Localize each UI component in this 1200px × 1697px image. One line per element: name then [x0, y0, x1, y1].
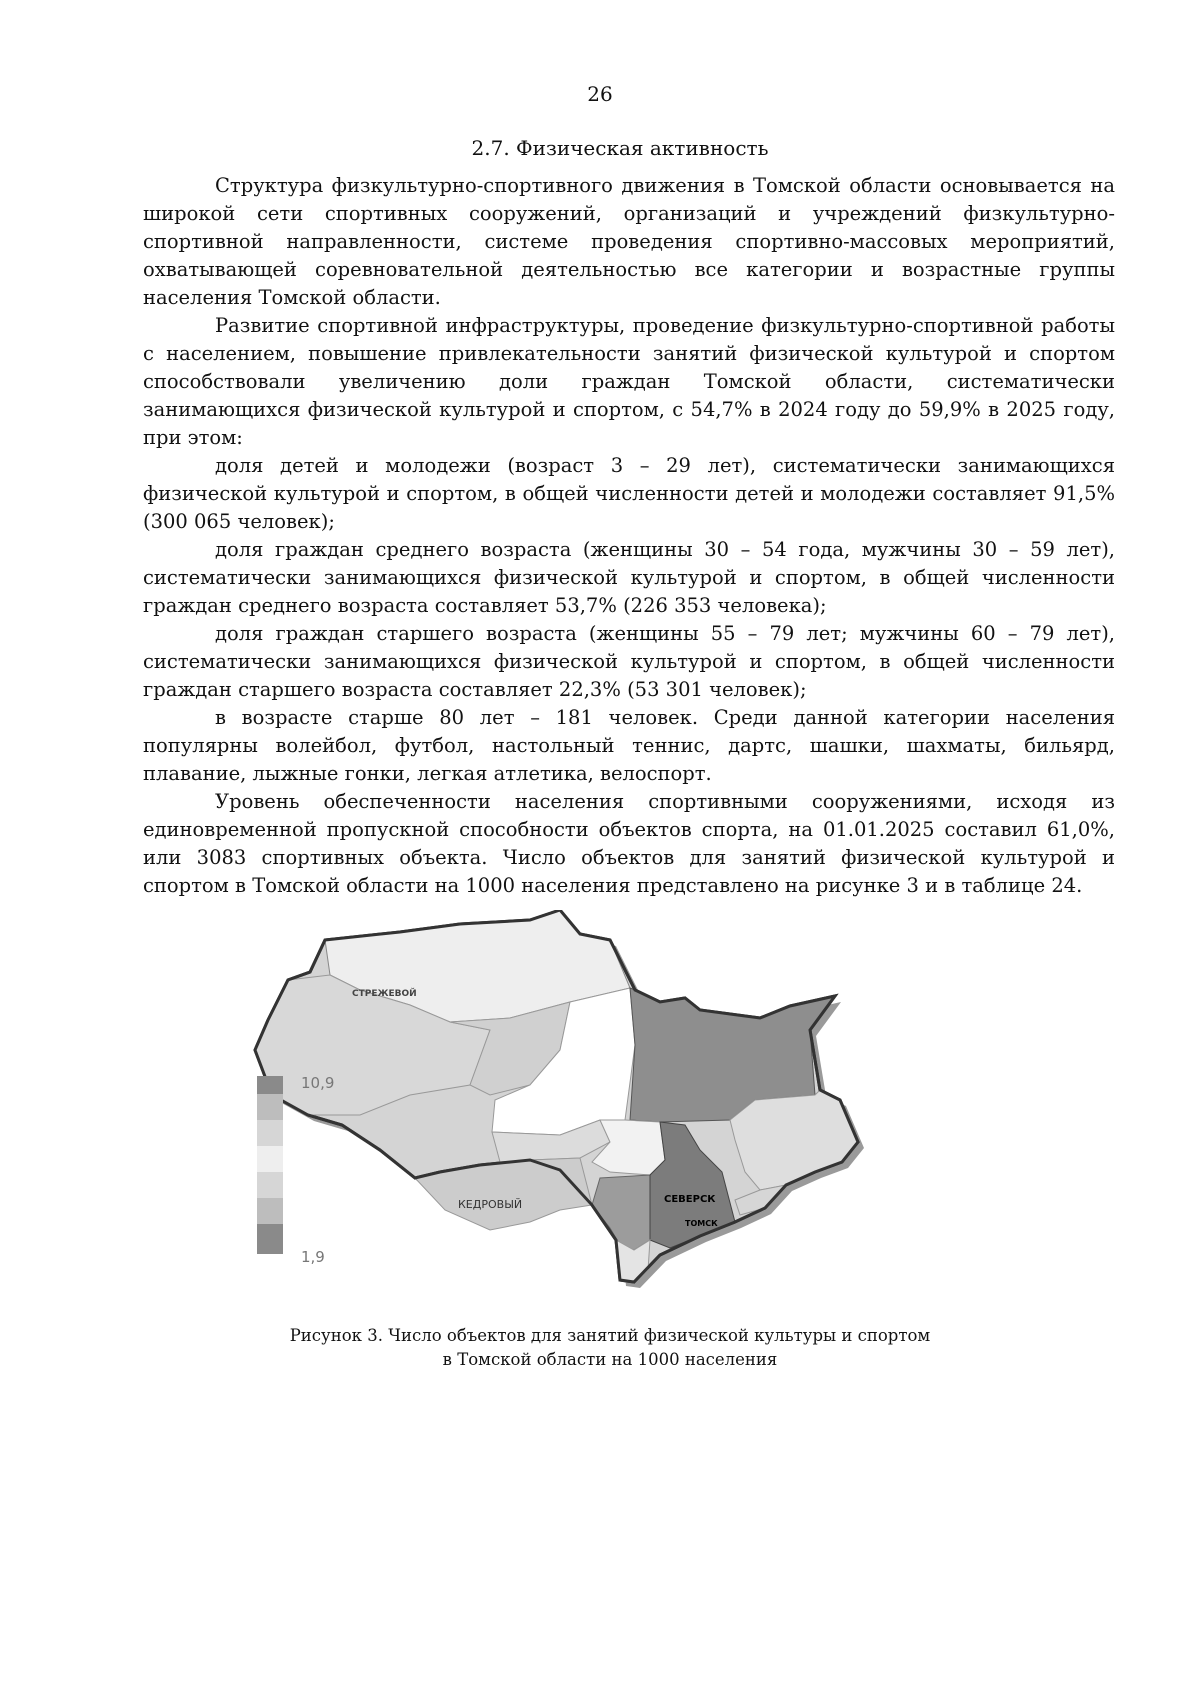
figure-caption: [0, 1324, 1200, 1372]
paragraph-6: в возрасте старше 80 лет – 181 человек. Среди данной категории населения популярны волейбол, футбол, настольный теннис, дартс, шашки, шахматы, бильярд, плавание, лыжные гонки, легкая атлетика, велоспорт.: [143, 706, 1115, 785]
legend-swatch-3: [257, 1120, 283, 1146]
region-pervomaisky: [730, 1090, 858, 1190]
legend-swatch-4: [257, 1146, 283, 1172]
label-tomsk: ТОМСК: [685, 1219, 718, 1228]
body-text: [143, 172, 1115, 900]
paragraph-7: Уровень обеспеченности населения спортивными сооружениями, исходя из единовременной пропускной способности объектов спорта, на 01.01.2025 составил 61,0%, или 3083 спортивных объекта. Число объектов для занятий физической культурой и спортом в Томской области на 1000 населения представлено на рисунке 3 и в таблице 24.: [143, 790, 1115, 897]
label-strezhevoy: СТРЕЖЕВОЙ: [352, 989, 417, 999]
legend-swatch-7: [257, 1224, 283, 1254]
caption-line-1: Рисунок 3. Число объектов для занятий физической культуры и спортом: [289, 1326, 931, 1345]
paragraph-3: доля детей и молодежи (возраст 3 – 29 лет), систематически занимающихся физической культурой и спортом, в общей численности детей и молодежи составляет 91,5% (300 065 человек);: [143, 454, 1115, 533]
legend-swatch-5: [257, 1172, 283, 1198]
paragraph-5: доля граждан старшего возраста (женщины 55 – 79 лет; мужчины 60 – 79 лет), систематически занимающихся физической культурой и спортом, в общей численности граждан старшего возраста составляет 22,3% (53 301 человек);: [143, 622, 1115, 701]
legend-swatch-1: [257, 1076, 283, 1094]
legend-swatch-6: [257, 1198, 283, 1224]
region-shegarsky: [592, 1175, 650, 1250]
label-seversk: СЕВЕРСК: [664, 1194, 716, 1205]
legend-max-label: 10,9: [301, 1074, 335, 1092]
caption-line-2: в Томской области на 1000 населения: [442, 1350, 778, 1369]
paragraph-2: Развитие спортивной инфраструктуры, проведение физкультурно-спортивной работы с населением, повышение привлекательности занятий физической культурой и спортом способствовали увеличению доли граждан Томской области, систематически занимающихся физической культурой и спортом, с 54,7% в 2024 году до 59,9% в 2025 году, при этом:: [143, 314, 1115, 449]
legend-min-label: 1,9: [301, 1248, 325, 1266]
page-number: 26: [587, 82, 613, 106]
paragraph-1: Структура физкультурно-спортивного движения в Томской области основывается на широкой сети спортивных сооружений, организаций и учреждений физкультурно-спортивной направленности, системе проведения спортивно-массовых мероприятий, охватывающей соревновательной деятельностью все категории и возрастные группы населения Томской области.: [143, 174, 1115, 309]
legend-swatch-2: [257, 1094, 283, 1120]
map-legend: [257, 1076, 377, 1266]
section-title: 2.7. Физическая активность: [471, 136, 769, 160]
label-kedrovy: КЕДРОВЫЙ: [458, 1198, 523, 1211]
paragraph-4: доля граждан среднего возраста (женщины 30 – 54 года, мужчины 30 – 59 лет), систематически занимающихся физической культурой и спортом, в общей численности граждан среднего возраста составляет 53,7% (226 353 человека);: [143, 538, 1115, 617]
